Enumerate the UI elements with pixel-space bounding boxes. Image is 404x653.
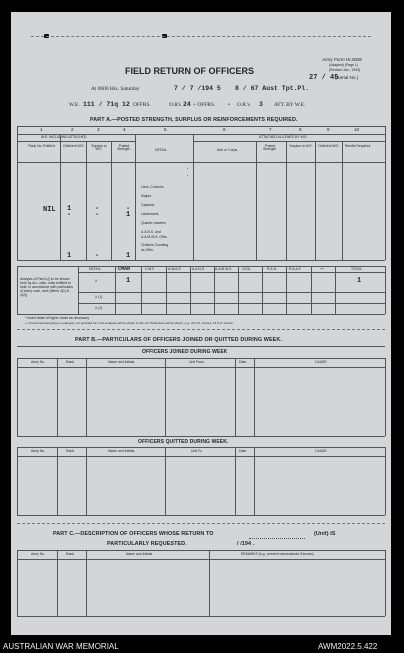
asterisk-marker: * [187, 174, 189, 178]
breakdown-detail-header: DETAIL. [89, 267, 102, 271]
army-form-revised: (Revised Jan., 1943) [329, 68, 361, 72]
breakdown-value-man: 1 [126, 277, 131, 285]
breakdown-col-header: CMAN [118, 266, 131, 272]
plus-offrs-value: - [227, 101, 231, 108]
perforation-line [31, 36, 371, 37]
header-rank-entitled: Rank No. Entitled. [28, 144, 56, 148]
deficient-value: 1 [67, 205, 72, 213]
group-header-attached: ATTACHED ALLOWED BY W.E. [259, 135, 308, 139]
group-header-we: W.E. INCLUDING ATTACHED. [41, 135, 88, 139]
return-date: 7 / 7 /194 5 [174, 85, 221, 92]
surplus-value: - [95, 211, 100, 219]
offrs-label: OFFRS. [133, 102, 151, 108]
joined-col-date: Date. [239, 360, 248, 364]
total-deficient: 1 [67, 252, 72, 260]
posted-strength-value: - [126, 205, 131, 213]
surplus-value: - [95, 205, 100, 213]
header-surplus-att: Surplus to W.E. [289, 144, 313, 148]
ors-label: O.R's [169, 102, 181, 108]
footnote-personnel: ++ Personnel belonging to a category not provided for in the analysis will be shown in this col. Particulars will be shown, e.g., 20 U.K. Forces, 14 N.Z. Forces. [25, 321, 234, 325]
part-a-heading: PART A.—POSTED STRENGTH, SURPLUS OR REINFORCEMENTS REQUIRED. [90, 117, 298, 123]
quitted-col-army-no: Army No. [31, 449, 46, 453]
total-posted: 1 [126, 252, 131, 260]
rank-label: as Offrs. [141, 248, 154, 252]
rank-label: A.A.N.S. and [141, 230, 161, 234]
col-number: 7 [269, 127, 272, 132]
ors2-label: O.R.'s [237, 102, 251, 108]
col-number: 2 [71, 127, 74, 132]
quitted-col-name: Name and Initials. [108, 449, 136, 453]
joined-col-name: Name and Initials. [108, 360, 136, 364]
plus-offrs-label: + OFFRS. [193, 102, 216, 108]
footnote-higher-ranks: * Insert detail of higher ranks as necessary. [25, 316, 90, 320]
col-number: 4 [123, 127, 126, 132]
joined-col-army-no: Army No. [31, 360, 46, 364]
offrs-value: 2 [126, 101, 130, 108]
quitted-title: OFFICERS QUITTED DURING WEEK. [138, 439, 229, 445]
breakdown-col-header: ++ [320, 267, 324, 271]
serial-number-label: (Serial No.) [335, 75, 359, 80]
rank-entitled-value: NIL [43, 206, 56, 214]
army-form-number: Army Form W.3008 [322, 57, 362, 62]
quitted-col-cause: CAUSE. [315, 449, 328, 453]
rank-label: Lieutenants [141, 212, 159, 216]
total-surplus: - [95, 252, 100, 260]
deficient-value: - [67, 211, 72, 219]
form-title: FIELD RETURN OF OFFICERS [125, 66, 254, 76]
breakdown-row-label: X (1) [95, 295, 103, 299]
joined-col-unit-from: Unit From. [189, 360, 205, 364]
form-sheet [11, 12, 391, 635]
header-deficient: Deficient W.E. [63, 144, 85, 148]
header-posted-strength-att: Posted Strength. [263, 144, 277, 152]
header-deficient-att: Deficient W.E. [318, 144, 340, 148]
serial-number-value: 27 / 45 [309, 74, 339, 82]
army-form-adapted: (Adapted) (Page 1) [329, 63, 358, 67]
breakdown-col-header: A.A.N.S. [192, 267, 206, 271]
breakdown-col-header: R.A.N. [267, 267, 277, 271]
col-number: 3 [97, 127, 100, 132]
ors-value: 24 [183, 101, 191, 108]
breakdown-col-header: R.A.A.F. [289, 267, 302, 271]
col-number: 9 [327, 127, 330, 132]
breakdown-value-total: 1 [357, 277, 362, 285]
part-c-unit-label: (Unit) IS [314, 531, 336, 537]
rank-label: Captains [141, 203, 155, 207]
quitted-col-date: Date. [239, 449, 248, 453]
footer-accession-number: AWM2022.5.422 [318, 642, 378, 651]
breakdown-col-header: TOTAL. [351, 267, 363, 271]
posted-strength-value: 1 [126, 211, 131, 219]
header-posted-strength: Posted Strength. [117, 144, 131, 152]
quitted-col-rank: Rank. [66, 449, 75, 453]
col-number: 1 [40, 127, 43, 132]
joined-col-rank: Rank. [66, 360, 75, 364]
footer-institution: AUSTRALIAN WAR MEMORIAL [3, 642, 119, 651]
archive-footer [0, 640, 404, 653]
header-surplus: Surplus to W.E. [91, 144, 107, 152]
rank-label: Quarter-masters [141, 221, 166, 225]
rank-label: Lieut.-Colonels [141, 185, 164, 189]
partc-col-army-no: Army No. [31, 552, 46, 556]
rank-label: Majors [141, 194, 152, 198]
asterisk-marker: * [187, 167, 189, 171]
att-label: ATT. BY W.E. [274, 102, 306, 108]
ors2-value: 3 [259, 101, 263, 108]
breakdown-row-label: X (2) [95, 306, 103, 310]
joined-title: OFFICERS JOINED DURING WEEK [142, 349, 228, 355]
breakdown-col-header: A.A.M.W.S. [215, 267, 233, 271]
partc-col-name: Name and Initials. [126, 552, 154, 556]
col-number: 6 [223, 127, 226, 132]
joined-col-cause: CAUSE. [315, 360, 328, 364]
breakdown-row-label: X [95, 279, 98, 283]
header-arm-corps: Arm or Corps. [217, 148, 239, 152]
breakdown-col-header: A.W.A.S. [168, 267, 182, 271]
rank-label: A.A.M.W.S. Offrs. [141, 235, 168, 239]
header-reinforcements: Reinfts Required. [344, 144, 372, 148]
breakdown-note: Analysis of Part A (i) to be shown here by ALL units; units entitled to hold, in accordance with particulars of every such, rank (Items 4(1) & 4(2)). [20, 277, 73, 297]
quitted-col-unit-to: Unit To. [191, 449, 203, 453]
partc-col-rank: Rank. [66, 552, 75, 556]
part-b-heading: PART B.—PARTICULARS OF OFFICERS JOINED OR QUITTED DURING WEEK. [75, 337, 282, 343]
col-number: 8 [299, 127, 302, 132]
header-detail: DETAIL. [155, 148, 168, 152]
rank-label: Civilians Counting [141, 243, 169, 247]
part-c-date: / /194 . [237, 541, 255, 547]
we-label: W.E. [69, 102, 80, 108]
at-hours-label: At 0600 Hrs. Saturday [91, 86, 140, 92]
col-number: 5 [164, 127, 167, 132]
breakdown-col-header: CIVIL. [242, 267, 252, 271]
we-value: 111 / 71q 1 [83, 101, 126, 108]
unit-name: 8 / 67 Aust Tpt.Pl. [235, 85, 310, 92]
breakdown-col-header: C.M.F. [145, 267, 155, 271]
part-c-requested: PARTICULARLY REQUESTED. [107, 541, 187, 547]
col-number: 10 [354, 127, 360, 132]
partc-col-remarks: REMARKS (e.g., present whereabouts if known). [241, 552, 315, 556]
part-c-heading: PART C.—DESCRIPTION OF OFFICERS WHOSE RETURN TO [53, 531, 214, 537]
